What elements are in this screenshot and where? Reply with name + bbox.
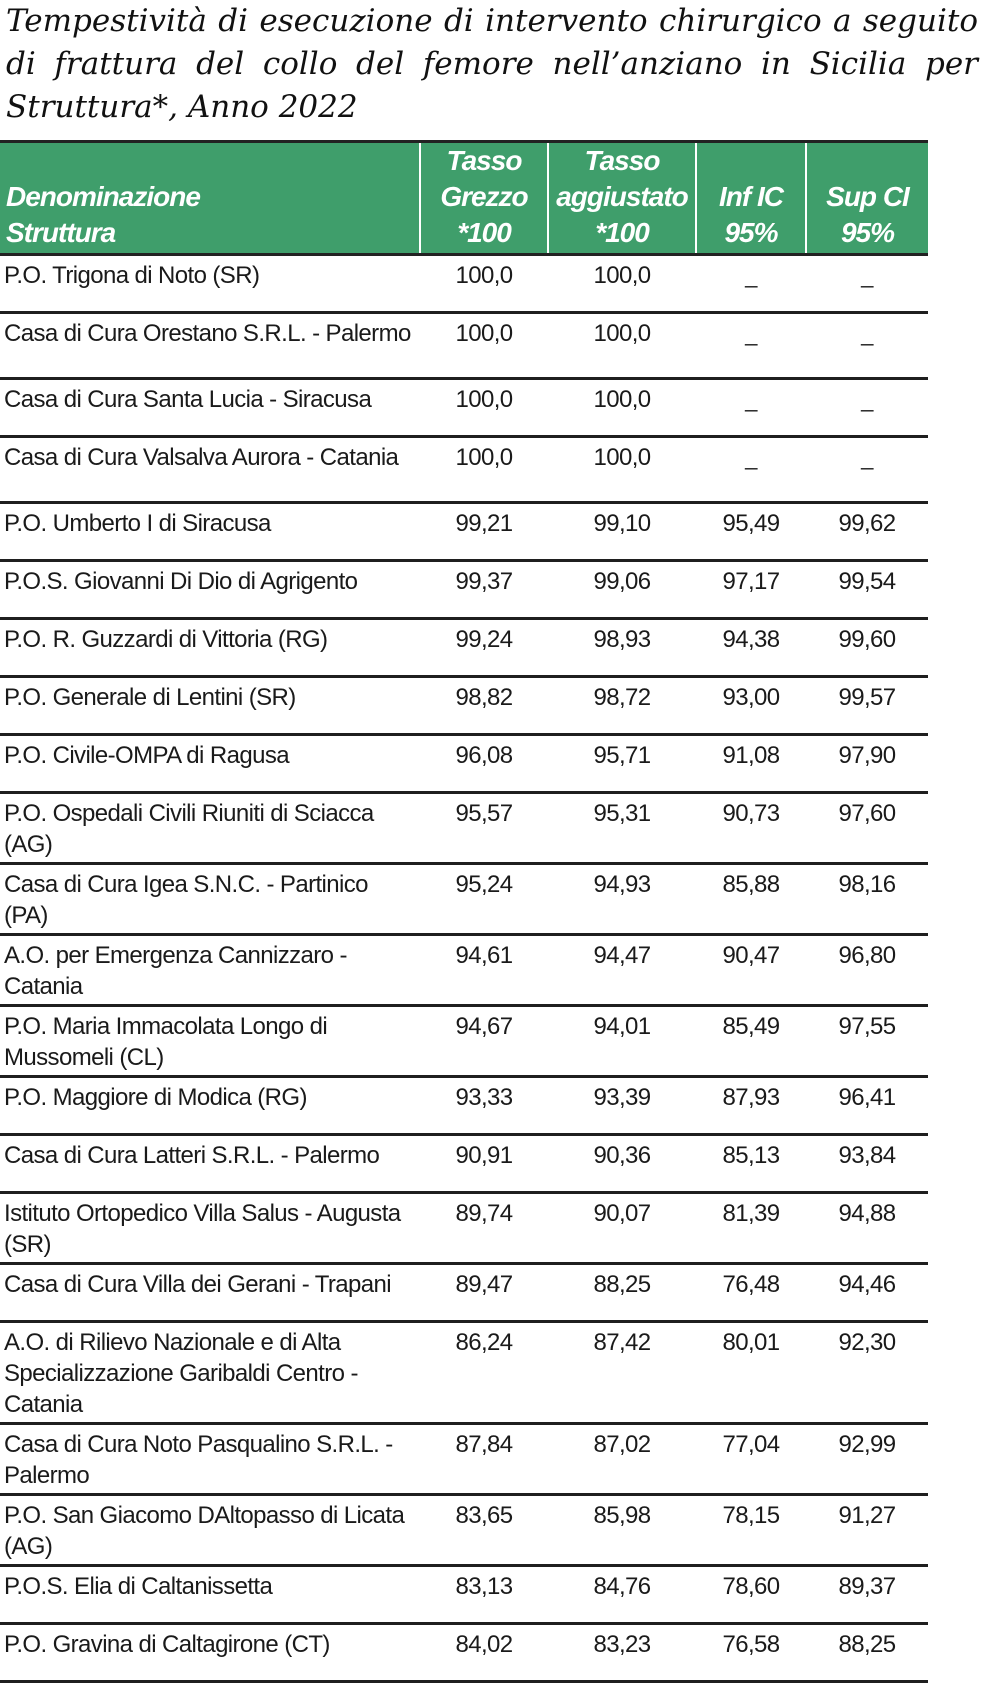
row-inf: 85,88	[696, 864, 806, 935]
row-aggiustato: 85,98	[548, 1495, 696, 1566]
row-sup: _	[806, 437, 928, 503]
table-row	[0, 379, 928, 437]
row-name: P.O. Civile-OMPA di Ragusa	[0, 735, 420, 793]
row-aggiustato: 88,25	[548, 1264, 696, 1322]
header-sup-ci: Sup CI 95%	[806, 142, 928, 255]
row-name: A.O. per Emergenza Cannizzaro - Catania	[0, 935, 420, 1006]
row-sup: 92,99	[806, 1424, 928, 1495]
row-grezzo: 99,37	[420, 561, 548, 619]
row-name: Casa di Cura Noto Pasqualino S.R.L. - Palermo	[0, 1424, 420, 1495]
table-row	[0, 1566, 928, 1624]
row-name: P.O. San Giacomo DAltopasso di Licata (AG)	[0, 1495, 420, 1566]
table-row	[0, 735, 928, 793]
table-row	[0, 1193, 928, 1264]
row-sup: 91,27	[806, 1495, 928, 1566]
row-inf: 81,39	[696, 1193, 806, 1264]
row-inf: 85,49	[696, 1006, 806, 1077]
row-name: Casa di Cura Villa dei Gerani - Trapani	[0, 1264, 420, 1322]
table-body	[0, 255, 928, 1682]
page-title: Tempestività di esecuzione di intervento chirurgico a seguito di frattura del collo del femore nell’anziano in Sicilia per Struttura*, Anno 2022	[6, 3, 978, 125]
row-sup: _	[806, 379, 928, 437]
row-inf: 91,08	[696, 735, 806, 793]
row-name: Casa di Cura Igea S.N.C. - Partinico (PA)	[0, 864, 420, 935]
row-grezzo: 83,13	[420, 1566, 548, 1624]
table-row	[0, 1006, 928, 1077]
row-sup: 89,37	[806, 1566, 928, 1624]
row-inf: 90,73	[696, 793, 806, 864]
row-grezzo: 86,24	[420, 1322, 548, 1424]
row-aggiustato: 98,93	[548, 619, 696, 677]
table-row	[0, 935, 928, 1006]
row-aggiustato: 94,47	[548, 935, 696, 1006]
row-sup: 99,60	[806, 619, 928, 677]
row-aggiustato: 100,0	[548, 255, 696, 313]
row-sup: 97,60	[806, 793, 928, 864]
table-row	[0, 1135, 928, 1193]
row-inf: 77,04	[696, 1424, 806, 1495]
row-inf: 80,01	[696, 1322, 806, 1424]
row-grezzo: 95,57	[420, 793, 548, 864]
row-sup: 97,55	[806, 1006, 928, 1077]
row-grezzo: 98,82	[420, 677, 548, 735]
row-grezzo: 84,02	[420, 1624, 548, 1682]
table-row	[0, 793, 928, 864]
row-grezzo: 94,67	[420, 1006, 548, 1077]
row-inf: 97,17	[696, 561, 806, 619]
row-name: P.O. Ospedali Civili Riuniti di Sciacca (AG)	[0, 793, 420, 864]
row-aggiustato: 93,39	[548, 1077, 696, 1135]
row-grezzo: 89,47	[420, 1264, 548, 1322]
row-aggiustato: 87,02	[548, 1424, 696, 1495]
row-aggiustato: 95,31	[548, 793, 696, 864]
row-sup: 88,25	[806, 1624, 928, 1682]
header-tasso-aggiustato: Tasso aggiustato *100	[548, 142, 696, 255]
row-grezzo: 99,21	[420, 503, 548, 561]
row-sup: 97,90	[806, 735, 928, 793]
row-name: Casa di Cura Santa Lucia - Siracusa	[0, 379, 420, 437]
row-sup: _	[806, 255, 928, 313]
row-grezzo: 99,24	[420, 619, 548, 677]
row-grezzo: 100,0	[420, 255, 548, 313]
row-inf: 94,38	[696, 619, 806, 677]
row-inf: 76,48	[696, 1264, 806, 1322]
row-sup: 94,88	[806, 1193, 928, 1264]
table-row	[0, 1077, 928, 1135]
row-sup: 94,46	[806, 1264, 928, 1322]
row-grezzo: 100,0	[420, 313, 548, 379]
row-name: P.O. Trigona di Noto (SR)	[0, 255, 420, 313]
row-name: Casa di Cura Orestano S.R.L. - Palermo	[0, 313, 420, 379]
header-inf-ic: Inf IC 95%	[696, 142, 806, 255]
row-sup: 93,84	[806, 1135, 928, 1193]
row-inf: 78,15	[696, 1495, 806, 1566]
row-aggiustato: 99,06	[548, 561, 696, 619]
row-aggiustato: 90,36	[548, 1135, 696, 1193]
row-inf: _	[696, 255, 806, 313]
hospital-table-container	[0, 140, 928, 1683]
table-row	[0, 864, 928, 935]
row-name: Istituto Ortopedico Villa Salus - Augusta (SR)	[0, 1193, 420, 1264]
table-row	[0, 1495, 928, 1566]
row-inf: 95,49	[696, 503, 806, 561]
row-inf: 78,60	[696, 1566, 806, 1624]
row-name: P.O.S. Elia di Caltanissetta	[0, 1566, 420, 1624]
table-row	[0, 1424, 928, 1495]
table-row	[0, 1624, 928, 1682]
row-sup: 92,30	[806, 1322, 928, 1424]
row-grezzo: 90,91	[420, 1135, 548, 1193]
row-sup: 98,16	[806, 864, 928, 935]
header-denominazione: Denominazione Struttura	[0, 142, 420, 255]
row-grezzo: 94,61	[420, 935, 548, 1006]
row-sup: 99,62	[806, 503, 928, 561]
row-aggiustato: 95,71	[548, 735, 696, 793]
row-name: Casa di Cura Valsalva Aurora - Catania	[0, 437, 420, 503]
table-row	[0, 1264, 928, 1322]
table-row	[0, 561, 928, 619]
row-name: P.O. Maggiore di Modica (RG)	[0, 1077, 420, 1135]
row-sup: 99,54	[806, 561, 928, 619]
row-grezzo: 87,84	[420, 1424, 548, 1495]
row-grezzo: 83,65	[420, 1495, 548, 1566]
table-row	[0, 313, 928, 379]
row-inf: 76,58	[696, 1624, 806, 1682]
row-sup: 96,41	[806, 1077, 928, 1135]
row-inf: _	[696, 437, 806, 503]
row-grezzo: 95,24	[420, 864, 548, 935]
row-sup: 99,57	[806, 677, 928, 735]
table-row	[0, 1322, 928, 1424]
header-tasso-grezzo: Tasso Grezzo *100	[420, 142, 548, 255]
row-aggiustato: 94,01	[548, 1006, 696, 1077]
row-inf: _	[696, 313, 806, 379]
row-aggiustato: 100,0	[548, 437, 696, 503]
row-inf: 87,93	[696, 1077, 806, 1135]
row-inf: _	[696, 379, 806, 437]
row-aggiustato: 84,76	[548, 1566, 696, 1624]
row-aggiustato: 90,07	[548, 1193, 696, 1264]
row-aggiustato: 100,0	[548, 313, 696, 379]
row-aggiustato: 87,42	[548, 1322, 696, 1424]
row-aggiustato: 99,10	[548, 503, 696, 561]
row-grezzo: 93,33	[420, 1077, 548, 1135]
row-grezzo: 100,0	[420, 437, 548, 503]
row-name: Casa di Cura Latteri S.R.L. - Palermo	[0, 1135, 420, 1193]
row-grezzo: 100,0	[420, 379, 548, 437]
hospital-rates-table	[0, 140, 928, 1683]
row-inf: 93,00	[696, 677, 806, 735]
row-aggiustato: 83,23	[548, 1624, 696, 1682]
row-aggiustato: 94,93	[548, 864, 696, 935]
table-row	[0, 503, 928, 561]
row-aggiustato: 100,0	[548, 379, 696, 437]
table-row	[0, 437, 928, 503]
row-grezzo: 89,74	[420, 1193, 548, 1264]
row-sup: 96,80	[806, 935, 928, 1006]
row-name: P.O. Maria Immacolata Longo di Mussomeli (CL)	[0, 1006, 420, 1077]
row-name: P.O. Generale di Lentini (SR)	[0, 677, 420, 735]
row-name: P.O.S. Giovanni Di Dio di Agrigento	[0, 561, 420, 619]
table-header	[0, 142, 928, 255]
table-row	[0, 619, 928, 677]
row-inf: 85,13	[696, 1135, 806, 1193]
row-sup: _	[806, 313, 928, 379]
row-name: P.O. Umberto I di Siracusa	[0, 503, 420, 561]
row-name: P.O. Gravina di Caltagirone (CT)	[0, 1624, 420, 1682]
row-aggiustato: 98,72	[548, 677, 696, 735]
table-row	[0, 255, 928, 313]
row-name: A.O. di Rilievo Nazionale e di Alta Specializzazione Garibaldi Centro - Catania	[0, 1322, 420, 1424]
row-grezzo: 96,08	[420, 735, 548, 793]
row-name: P.O. R. Guzzardi di Vittoria (RG)	[0, 619, 420, 677]
row-inf: 90,47	[696, 935, 806, 1006]
table-row	[0, 677, 928, 735]
